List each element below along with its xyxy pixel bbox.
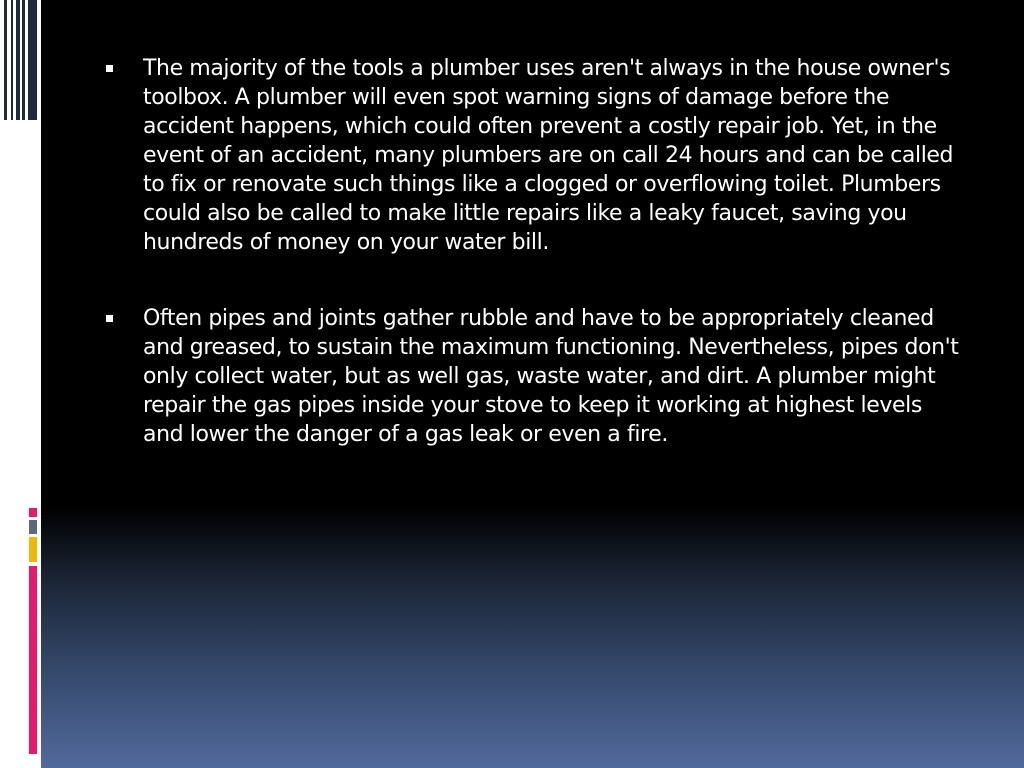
- slide-content: [102, 54, 962, 496]
- decorative-bar: [4, 0, 7, 120]
- bullet-text: The majority of the tools a plumber uses aren't always in the house owner's toolbox. A plumber will even spot warning signs of damage before the accident happens, which could often prevent a costly repair job. Yet, in the event of an accident, many plumbers are on call 24 hours and can be called to fix or renovate such things like a clogged or overflowing toilet. Plumbers could also be called to make little repairs like a leaky faucet, saving you hundreds of money on your water bill.: [143, 56, 954, 255]
- accent-strip-gold: [29, 537, 37, 562]
- square-bullet-icon: [106, 65, 113, 72]
- accent-strip-slate: [29, 520, 37, 534]
- bullet-text: Often pipes and joints gather rubble and have to be appropriately cleaned and greased, to sustain the maximum functioning. Nevertheless, pipes don't only collect water, but as well gas, waste water, and dirt. A plumber might repair the gas pipes inside your stove to keep it working at highest levels and lower the danger of a gas leak or even a fire.: [143, 306, 959, 447]
- accent-strip-pink-long: [29, 566, 37, 754]
- square-bullet-icon: [106, 315, 113, 322]
- decorative-bar: [16, 0, 20, 120]
- decorative-bar: [11, 0, 13, 120]
- accent-strip-pink: [29, 508, 37, 517]
- bullet-item: [102, 304, 962, 449]
- decorative-bar: [22, 0, 25, 120]
- bullet-item: [102, 54, 962, 257]
- decorative-bar: [28, 0, 37, 120]
- side-panel: [0, 0, 41, 768]
